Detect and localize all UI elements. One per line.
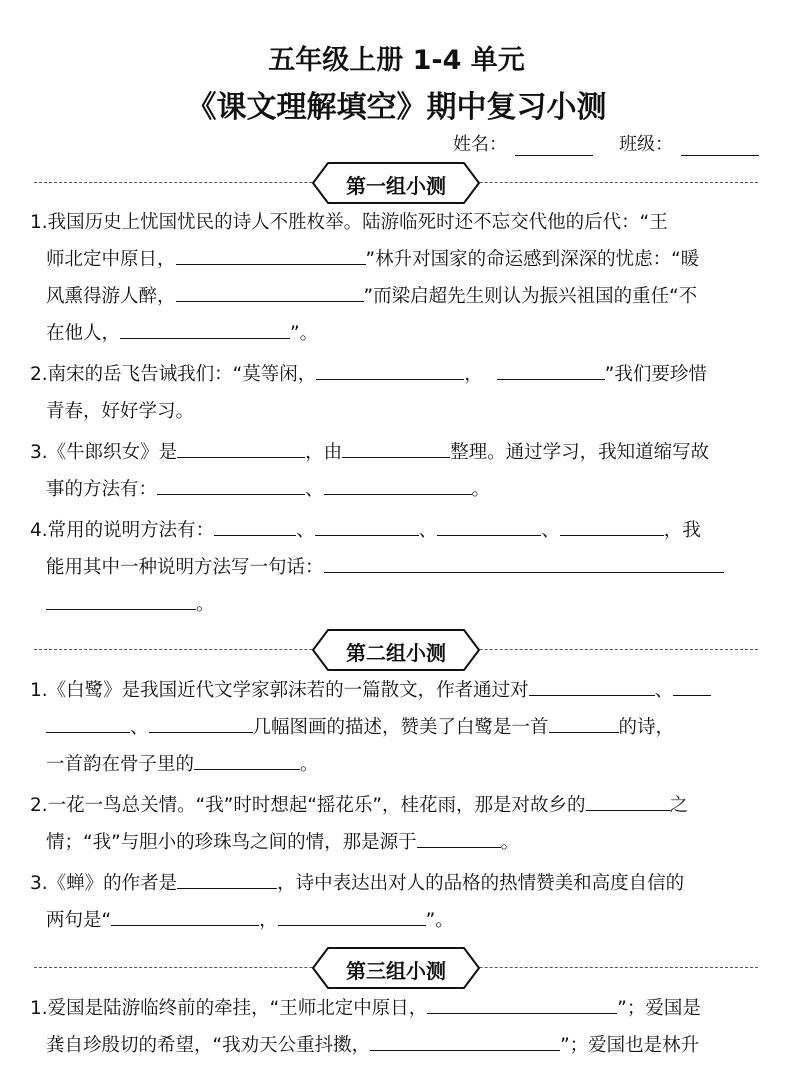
answer-blank[interactable] [549,712,619,733]
question-text: 、 [296,520,315,541]
answer-blank[interactable] [111,905,259,926]
question-text: ”我们要珍惜 [604,364,707,385]
answer-blank[interactable] [46,589,196,610]
question-2-3 [30,865,764,939]
student-info [453,130,759,156]
answer-blank[interactable] [149,712,253,733]
question-text: 整理。通过学习，我知道缩写故 [450,442,710,463]
section-title: 第一组小测 [346,174,446,198]
answer-blank[interactable] [46,712,130,733]
answer-blank[interactable] [417,827,501,848]
question-text: 的诗， [618,717,675,738]
answer-blank[interactable] [176,244,366,265]
question-2-1 [30,672,764,783]
question-1-2 [30,356,764,430]
question-2-2 [30,787,764,861]
question-1-3 [30,434,764,508]
question-text: 风熏得游人醉， [46,286,176,307]
question-text: 、 [418,520,438,541]
question-3-1 [30,990,764,1064]
question-text: 事的方法有： [46,479,158,500]
question-text: 2.一花一鸟总关情。“我”时时想起“摇花乐”，桂花雨，那是对故乡的 [30,795,586,816]
question-text: ， [259,910,278,931]
answer-blank[interactable] [120,318,290,339]
answer-blank[interactable] [315,515,419,536]
name-blank[interactable] [515,137,593,156]
question-text: ，我 [663,520,701,541]
name-label: 姓名： [453,134,507,155]
answer-blank[interactable] [194,749,300,770]
question-text: 3.《牛郎织女》是 [30,442,178,463]
question-text: 、 [305,479,324,500]
answer-blank[interactable] [324,474,472,495]
question-text: 情；“我”与胆小的珍珠鸟之间的情，那是源于 [46,832,417,853]
question-text: 4.常用的说明方法有： [30,520,215,541]
question-text: 。 [471,479,491,500]
answer-blank[interactable] [673,675,711,696]
answer-blank[interactable] [586,790,670,811]
answer-blank[interactable] [278,905,426,926]
question-text: 师北定中原日， [46,249,176,270]
question-text: 几幅图画的描述，赞美了白鹭是一首 [252,717,549,738]
section-header-2 [34,627,758,673]
question-text: 之 [669,795,689,816]
answer-blank[interactable] [214,515,296,536]
question-text: 青春，好好学习。 [46,401,195,422]
answer-blank[interactable] [497,359,605,380]
question-text: 。 [500,832,520,853]
question-text: 能用其中一种说明方法写一句话： [46,557,324,578]
question-text: 两句是“ [46,910,112,931]
answer-blank[interactable] [177,437,305,458]
question-text: ”而梁启超先生则认为振兴祖国的重任“不 [363,286,698,307]
answer-blank[interactable] [370,1030,560,1051]
question-text: 在他人， [46,323,121,344]
answer-blank[interactable] [157,474,305,495]
title-line-1: 五年级上册 1-4 单元 [268,45,525,76]
question-text: ”。 [425,910,454,931]
answer-blank[interactable] [176,281,364,302]
question-text: 、 [130,717,149,738]
question-text: 、 [654,680,674,701]
question-text: 1.《白鹭》是我国近代文学家郭沫若的一篇散文，作者通过对 [30,680,529,701]
section-title: 第二组小测 [346,641,446,665]
answer-blank[interactable] [324,552,724,573]
answer-blank[interactable] [560,515,664,536]
question-text: 。 [300,754,319,775]
question-text: 一首韵在骨子里的 [46,754,195,775]
question-text: 2.南宋的岳飞告诫我们：“莫等闲， [30,364,317,385]
title-line-2: 《课文理解填空》期中复习小测 [186,90,607,125]
answer-blank[interactable] [316,359,464,380]
question-text: ”林升对国家的命运感到深深的忧虑：“暖 [365,249,700,270]
question-1-4 [30,512,764,623]
answer-blank[interactable] [177,868,277,889]
question-text: ，诗中表达出对人的品格的热情赞美和高度自信的 [277,873,685,894]
question-text: 3.《蝉》的作者是 [30,873,178,894]
question-text: ”。 [290,323,319,344]
question-text: 1.爱国是陆游临终前的牵挂，“王师北定中原日， [30,998,428,1019]
question-text: ”；爱国也是林升 [560,1035,700,1056]
question-text: ，由 [305,442,343,463]
answer-blank[interactable] [342,437,450,458]
answer-blank[interactable] [437,515,541,536]
section-header-3 [34,945,758,991]
question-text: ， [464,364,483,385]
answer-blank[interactable] [529,675,655,696]
question-1-1 [30,204,764,352]
section-title: 第三组小测 [346,959,446,983]
section-header-1 [34,160,758,206]
answer-blank[interactable] [427,993,617,1014]
question-text: 。 [196,594,215,615]
question-text: 龚自珍殷切的希望，“我劝天公重抖擞， [46,1035,371,1056]
question-text: ”；爱国是 [617,998,701,1019]
question-text: 1.我国历史上忧国忧民的诗人不胜枚举。陆游临死时还不忘交代他的后代：“王 [30,212,668,233]
class-label: 班级： [619,134,673,155]
question-text: 、 [541,520,560,541]
class-blank[interactable] [681,137,759,156]
